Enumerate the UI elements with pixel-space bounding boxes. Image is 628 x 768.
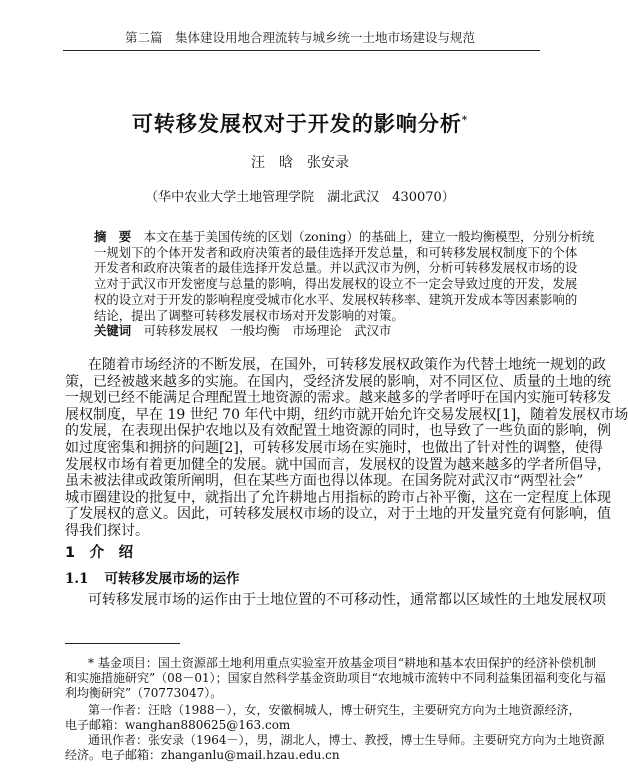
abstract-line: 权的设立对于开发的影响程度受城市化水平、发展权转移率、建筑开发成本等因素影响的 — [94, 291, 578, 307]
body-line: 发展权市场有着更加健全的发展。就中国而言，发展权的设置为越来越多的学者所倡导， — [65, 456, 611, 473]
body-line: 可转移发展市场的运作由于土地位置的不可移动性，通常都以区域性的土地发展权项 — [88, 592, 606, 608]
abstract-text: 本文在基于美国传统的区划（zoning）的基础上，建立一般均衡模型，分别分析统 — [143, 229, 595, 244]
body-line: 虽未被法律或政策所阐明，但在某些方面也得以体现。在国务院对武汉市“两型社会” — [65, 473, 584, 490]
footnote-line: * 基金项目：国土资源部土地利用重点实验室开放基金项目“耕地和基本农田保护的经济补偿机制 — [88, 655, 596, 670]
body-line: 在随着市场经济的不断发展，在国外，可转移发展权政策作为代替土地统一规划的政 — [88, 357, 606, 373]
footnote-line: 电子邮箱：wanghan880625@163.com — [65, 717, 291, 732]
running-header: 第二篇 集体建设用地合理流转与城乡统一土地市场建设与规范 — [124, 30, 475, 45]
abstract-line: 开发者和政府决策者的最佳选择开发总量。并以武汉市为例，分析可转移发展权市场的设 — [94, 260, 578, 276]
body-line: 得我们探讨。 — [65, 523, 149, 539]
footnote-line: 通讯作者：张安录（1964－），男，湖北人，博士、教授，博士生导师。主要研究方向为土地资源 — [88, 733, 605, 747]
body-line: 策，已经被越来越多的实施。在国内，受经济发展的影响，对不同区位、质量的土地的统 — [65, 373, 611, 390]
header-rule — [63, 50, 540, 51]
title-footnote-mark: * — [461, 115, 469, 126]
authors: 汪 晗 张安录 — [251, 155, 349, 171]
footnote-line: 利均衡研究”（70773047）。 — [65, 685, 223, 700]
footnote-line: 经济。电子邮箱：zhanganlu@mail.hzau.edu.cn — [65, 748, 340, 762]
abstract-line: 立对于武汉市开发密度与总量的影响，得出发展权的设立不一定会导致过度的开发，发展 — [94, 276, 578, 292]
footnote-rule — [65, 643, 180, 644]
keywords-label: 关键词 — [94, 323, 132, 339]
body-line: 一规划已经不能满足合理配置土地资源的需求。越来越多的学者呼吁在国内实施可转移发 — [65, 390, 611, 407]
abstract-line — [94, 229, 595, 245]
keywords-text: 可转移发展权 一般均衡 市场理论 武汉市 — [143, 323, 392, 339]
section-title: 可转移发展市场的运作 — [104, 571, 240, 587]
footnote-line: 第一作者：汪晗（1988－），女，安徽桐城人，博士研究生，主要研究方向为土地资源经济， — [88, 702, 581, 717]
section-number: 1.1 — [65, 571, 89, 587]
keywords — [94, 323, 512, 339]
abstract-line: 一规划下的个体开发者和政府决策者的最佳选择开发总量，和可转移发展权制度下的个体 — [94, 244, 578, 260]
footnote-line: 和实施措施研究”（08－01）；国家自然科学基金资助项目“农地城市流转中不同利益集团福利变化与福 — [65, 670, 606, 685]
body-line: 了发展权的意义。因此，可转移发展权市场的设立，对于土地的开发量究竟有何影响，值 — [65, 506, 611, 523]
affiliation: （华中农业大学土地管理学院 湖北武汉 430070） — [145, 190, 455, 205]
abstract-line: 结论，提出了调整可转移发展权市场对开发影响的对策。 — [94, 307, 404, 323]
title-text: 可转移发展权对于开发的影响分析 — [131, 111, 462, 136]
body-line: 如过度密集和拥挤的问题[2]，可转移发展市场在实施时，也做出了针对性的调整，使得 — [65, 440, 603, 456]
body-line: 城市圈建设的批复中，就指出了允许耕地占用指标的跨市占补平衡，这在一定程度上体现 — [65, 489, 611, 506]
body-line: 展权制度，早在 19 世纪 70 年代中期，纽约市就开始允许交易发展权[1]，随着发展权市场 — [65, 406, 628, 423]
abstract-label: 摘 要 — [94, 229, 132, 244]
section-heading-1: 1 介 绍 — [65, 545, 134, 561]
paper-title — [0, 110, 600, 138]
body-line: 的发展，在表现出保护农地以及有效配置土地资源的同时，也导致了一些负面的影响，例 — [65, 423, 611, 440]
section-heading-1-1 — [65, 571, 256, 588]
